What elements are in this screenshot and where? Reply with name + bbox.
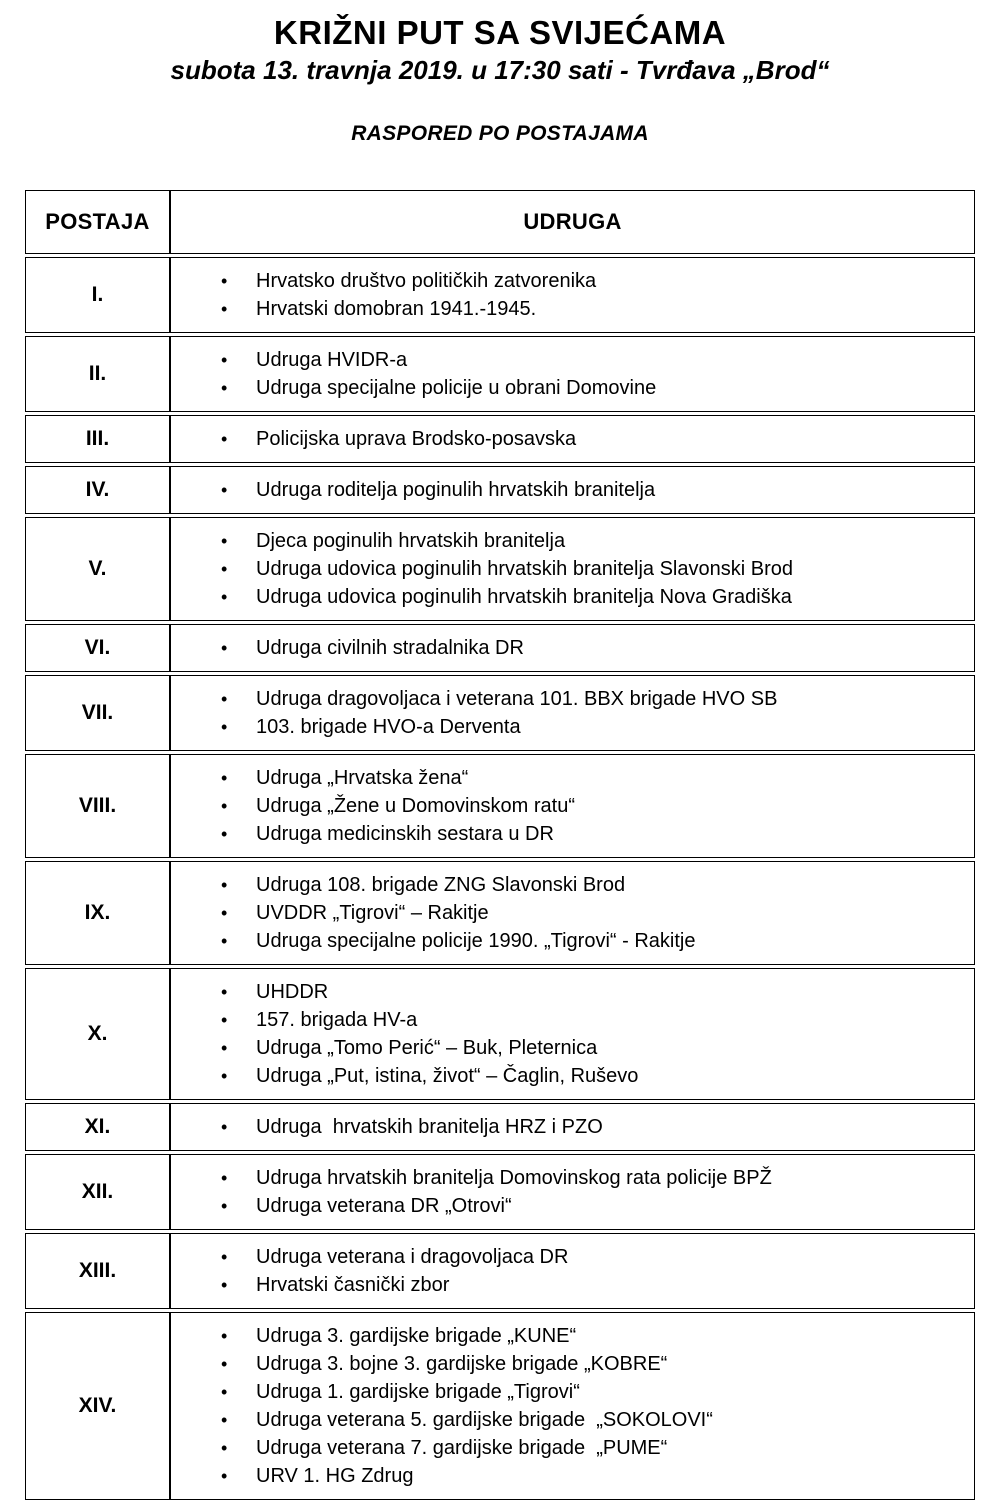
- list-item: [171, 425, 968, 453]
- udruga-name: Udruga veterana 5. gardijske brigade „SOKOLOVI“: [256, 1409, 713, 1432]
- udruga-name: Udruga veterana i dragovoljaca DR: [256, 1246, 569, 1269]
- bullet-icon: •: [221, 350, 228, 371]
- bullet-icon: •: [221, 903, 228, 924]
- table-row: [25, 754, 975, 858]
- bullet-icon: •: [221, 1326, 228, 1347]
- table-row: [25, 675, 975, 751]
- list-item: [171, 1434, 968, 1462]
- bullet-icon: •: [221, 931, 228, 952]
- list-item: [171, 713, 968, 741]
- station-cell: IX.: [25, 861, 170, 965]
- list-item: [171, 792, 968, 820]
- station-cell: I.: [25, 257, 170, 333]
- table-row: [25, 624, 975, 672]
- table-row: [25, 517, 975, 621]
- table-row: [25, 1233, 975, 1309]
- bullet-icon: •: [221, 1117, 228, 1138]
- list-item: [171, 1462, 968, 1490]
- udruga-name: Hrvatsko društvo političkih zatvorenika: [256, 270, 597, 293]
- list-item: [171, 764, 968, 792]
- section-heading: RASPORED PO POSTAJAMA: [351, 122, 649, 146]
- list-item: [171, 476, 968, 504]
- udruga-name: 157. brigada HV-a: [256, 1009, 418, 1032]
- udruga-list: [171, 346, 968, 402]
- udruga-name: Policijska uprava Brodsko-posavska: [256, 428, 577, 451]
- udruga-list: [171, 1164, 968, 1220]
- station-cell: XIV.: [25, 1312, 170, 1500]
- udruga-list: [171, 267, 968, 323]
- list-item: [171, 527, 968, 555]
- bullet-icon: •: [221, 1438, 228, 1459]
- table-row: [25, 1312, 975, 1500]
- bullet-icon: •: [221, 982, 228, 1003]
- udruga-list: [171, 685, 968, 741]
- udruga-name: Udruga 3. bojne 3. gardijske brigade „KOBRE“: [256, 1353, 668, 1376]
- table-row: [25, 257, 975, 333]
- udruga-list: [171, 978, 968, 1090]
- table-row: [25, 336, 975, 412]
- udruga-name: Hrvatski časnički zbor: [256, 1274, 450, 1297]
- bullet-icon: •: [221, 717, 228, 738]
- list-item: [171, 267, 968, 295]
- station-cell: XII.: [25, 1154, 170, 1230]
- udruga-list: [171, 1243, 968, 1299]
- udruga-list: [171, 871, 968, 955]
- udruga-cell: [170, 1233, 975, 1309]
- table-body: [25, 257, 975, 1500]
- udruga-cell: [170, 675, 975, 751]
- udruga-name: Udruga udovica poginulih hrvatskih branitelja Nova Gradiška: [256, 586, 792, 609]
- udruga-name: Udruga „Tomo Perić“ – Buk, Pleternica: [256, 1037, 598, 1060]
- list-item: [171, 583, 968, 611]
- bullet-icon: •: [221, 531, 228, 552]
- bullet-icon: •: [221, 1010, 228, 1031]
- page-title: KRIŽNI PUT SA SVIJEĆAMA: [273, 14, 727, 51]
- page-subtitle: subota 13. travnja 2019. u 17:30 sati - Tvrđava „Brod“: [170, 54, 830, 85]
- udruga-cell: [170, 968, 975, 1100]
- bullet-icon: •: [221, 1168, 228, 1189]
- bullet-icon: •: [221, 1354, 228, 1375]
- udruga-list: [171, 634, 968, 662]
- udruga-cell: [170, 861, 975, 965]
- list-item: [171, 1164, 968, 1192]
- header-row: [25, 190, 975, 254]
- udruga-name: Udruga „Hrvatska žena“: [256, 767, 469, 790]
- table-header: [25, 190, 975, 254]
- udruga-name: UHDDR: [256, 981, 329, 1004]
- bullet-icon: •: [221, 875, 228, 896]
- udruga-name: URV 1. HG Zdrug: [256, 1465, 414, 1488]
- station-cell: X.: [25, 968, 170, 1100]
- bullet-icon: •: [221, 429, 228, 450]
- udruga-name: Udruga specijalne policije u obrani Domovine: [256, 377, 657, 400]
- bullet-icon: •: [221, 1275, 228, 1296]
- station-cell: IV.: [25, 466, 170, 514]
- list-item: [171, 685, 968, 713]
- station-cell: VI.: [25, 624, 170, 672]
- udruga-list: [171, 527, 968, 611]
- udruga-cell: [170, 1312, 975, 1500]
- list-item: [171, 1006, 968, 1034]
- udruga-name: Udruga civilnih stradalnika DR: [256, 637, 524, 660]
- bullet-icon: •: [221, 271, 228, 292]
- list-item: [171, 346, 968, 374]
- udruga-name: Udruga veterana 7. gardijske brigade „PUME“: [256, 1437, 668, 1460]
- station-cell: II.: [25, 336, 170, 412]
- udruga-cell: [170, 415, 975, 463]
- bullet-icon: •: [221, 559, 228, 580]
- list-item: [171, 374, 968, 402]
- list-item: [171, 871, 968, 899]
- udruga-list: [171, 476, 968, 504]
- udruga-name: Hrvatski domobran 1941.-1945.: [256, 298, 537, 321]
- bullet-icon: •: [221, 480, 228, 501]
- station-cell: XI.: [25, 1103, 170, 1151]
- udruga-cell: [170, 517, 975, 621]
- udruga-name: UVDDR „Tigrovi“ – Rakitje: [256, 902, 489, 925]
- bullet-icon: •: [221, 796, 228, 817]
- table-row: [25, 466, 975, 514]
- column-header-postaja: POSTAJA: [25, 190, 170, 254]
- list-item: [171, 1192, 968, 1220]
- list-item: [171, 820, 968, 848]
- schedule-table: [25, 187, 975, 1503]
- udruga-name: Udruga 1. gardijske brigade „Tigrovi“: [256, 1381, 580, 1404]
- list-item: [171, 1350, 968, 1378]
- station-cell: VII.: [25, 675, 170, 751]
- bullet-icon: •: [221, 768, 228, 789]
- udruga-name: Udruga „Put, istina, život“ – Čaglin, Ruševo: [256, 1065, 639, 1088]
- bullet-icon: •: [221, 1066, 228, 1087]
- list-item: [171, 1322, 968, 1350]
- udruga-list: [171, 764, 968, 848]
- udruga-cell: [170, 466, 975, 514]
- udruga-name: Udruga hrvatskih branitelja HRZ i PZO: [256, 1116, 603, 1139]
- bullet-icon: •: [221, 1247, 228, 1268]
- list-item: [171, 295, 968, 323]
- bullet-icon: •: [221, 378, 228, 399]
- bullet-icon: •: [221, 1466, 228, 1487]
- udruga-cell: [170, 1103, 975, 1151]
- udruga-name: Udruga specijalne policije 1990. „Tigrovi“ - Rakitje: [256, 930, 696, 953]
- bullet-icon: •: [221, 1410, 228, 1431]
- list-item: [171, 927, 968, 955]
- list-item: [171, 1034, 968, 1062]
- list-item: [171, 555, 968, 583]
- bullet-icon: •: [221, 587, 228, 608]
- bullet-icon: •: [221, 1038, 228, 1059]
- udruga-list: [171, 1322, 968, 1490]
- udruga-list: [171, 425, 968, 453]
- table-row: [25, 861, 975, 965]
- station-cell: XIII.: [25, 1233, 170, 1309]
- bullet-icon: •: [221, 689, 228, 710]
- list-item: [171, 1271, 968, 1299]
- bullet-icon: •: [221, 638, 228, 659]
- udruga-name: 103. brigade HVO-a Derventa: [256, 716, 521, 739]
- table-row: [25, 1154, 975, 1230]
- station-cell: III.: [25, 415, 170, 463]
- list-item: [171, 1062, 968, 1090]
- list-item: [171, 978, 968, 1006]
- udruga-name: Udruga HVIDR-a: [256, 349, 408, 372]
- udruga-name: Udruga dragovoljaca i veterana 101. BBX brigade HVO SB: [256, 688, 778, 711]
- list-item: [171, 1243, 968, 1271]
- list-item: [171, 1378, 968, 1406]
- list-item: [171, 1406, 968, 1434]
- udruga-cell: [170, 624, 975, 672]
- udruga-name: Udruga „Žene u Domovinskom ratu“: [256, 795, 576, 818]
- table-row: [25, 968, 975, 1100]
- bullet-icon: •: [221, 824, 228, 845]
- table-row: [25, 415, 975, 463]
- udruga-name: Udruga udovica poginulih hrvatskih branitelja Slavonski Brod: [256, 558, 793, 581]
- column-header-udruga: UDRUGA: [170, 190, 975, 254]
- station-cell: VIII.: [25, 754, 170, 858]
- list-item: [171, 634, 968, 662]
- bullet-icon: •: [221, 1382, 228, 1403]
- udruga-name: Djeca poginulih hrvatskih branitelja: [256, 530, 566, 553]
- udruga-list: [171, 1113, 968, 1141]
- udruga-cell: [170, 336, 975, 412]
- udruga-name: Udruga veterana DR „Otrovi“: [256, 1195, 512, 1218]
- list-item: [171, 1113, 968, 1141]
- udruga-name: Udruga roditelja poginulih hrvatskih branitelja: [256, 479, 656, 502]
- udruga-cell: [170, 754, 975, 858]
- udruga-cell: [170, 1154, 975, 1230]
- station-cell: V.: [25, 517, 170, 621]
- bullet-icon: •: [221, 299, 228, 320]
- list-item: [171, 899, 968, 927]
- udruga-name: Udruga medicinskih sestara u DR: [256, 823, 554, 846]
- udruga-name: Udruga 3. gardijske brigade „KUNE“: [256, 1325, 577, 1348]
- table-row: [25, 1103, 975, 1151]
- udruga-name: Udruga 108. brigade ZNG Slavonski Brod: [256, 874, 626, 897]
- bullet-icon: •: [221, 1196, 228, 1217]
- udruga-cell: [170, 257, 975, 333]
- udruga-name: Udruga hrvatskih branitelja Domovinskog rata policije BPŽ: [256, 1167, 772, 1190]
